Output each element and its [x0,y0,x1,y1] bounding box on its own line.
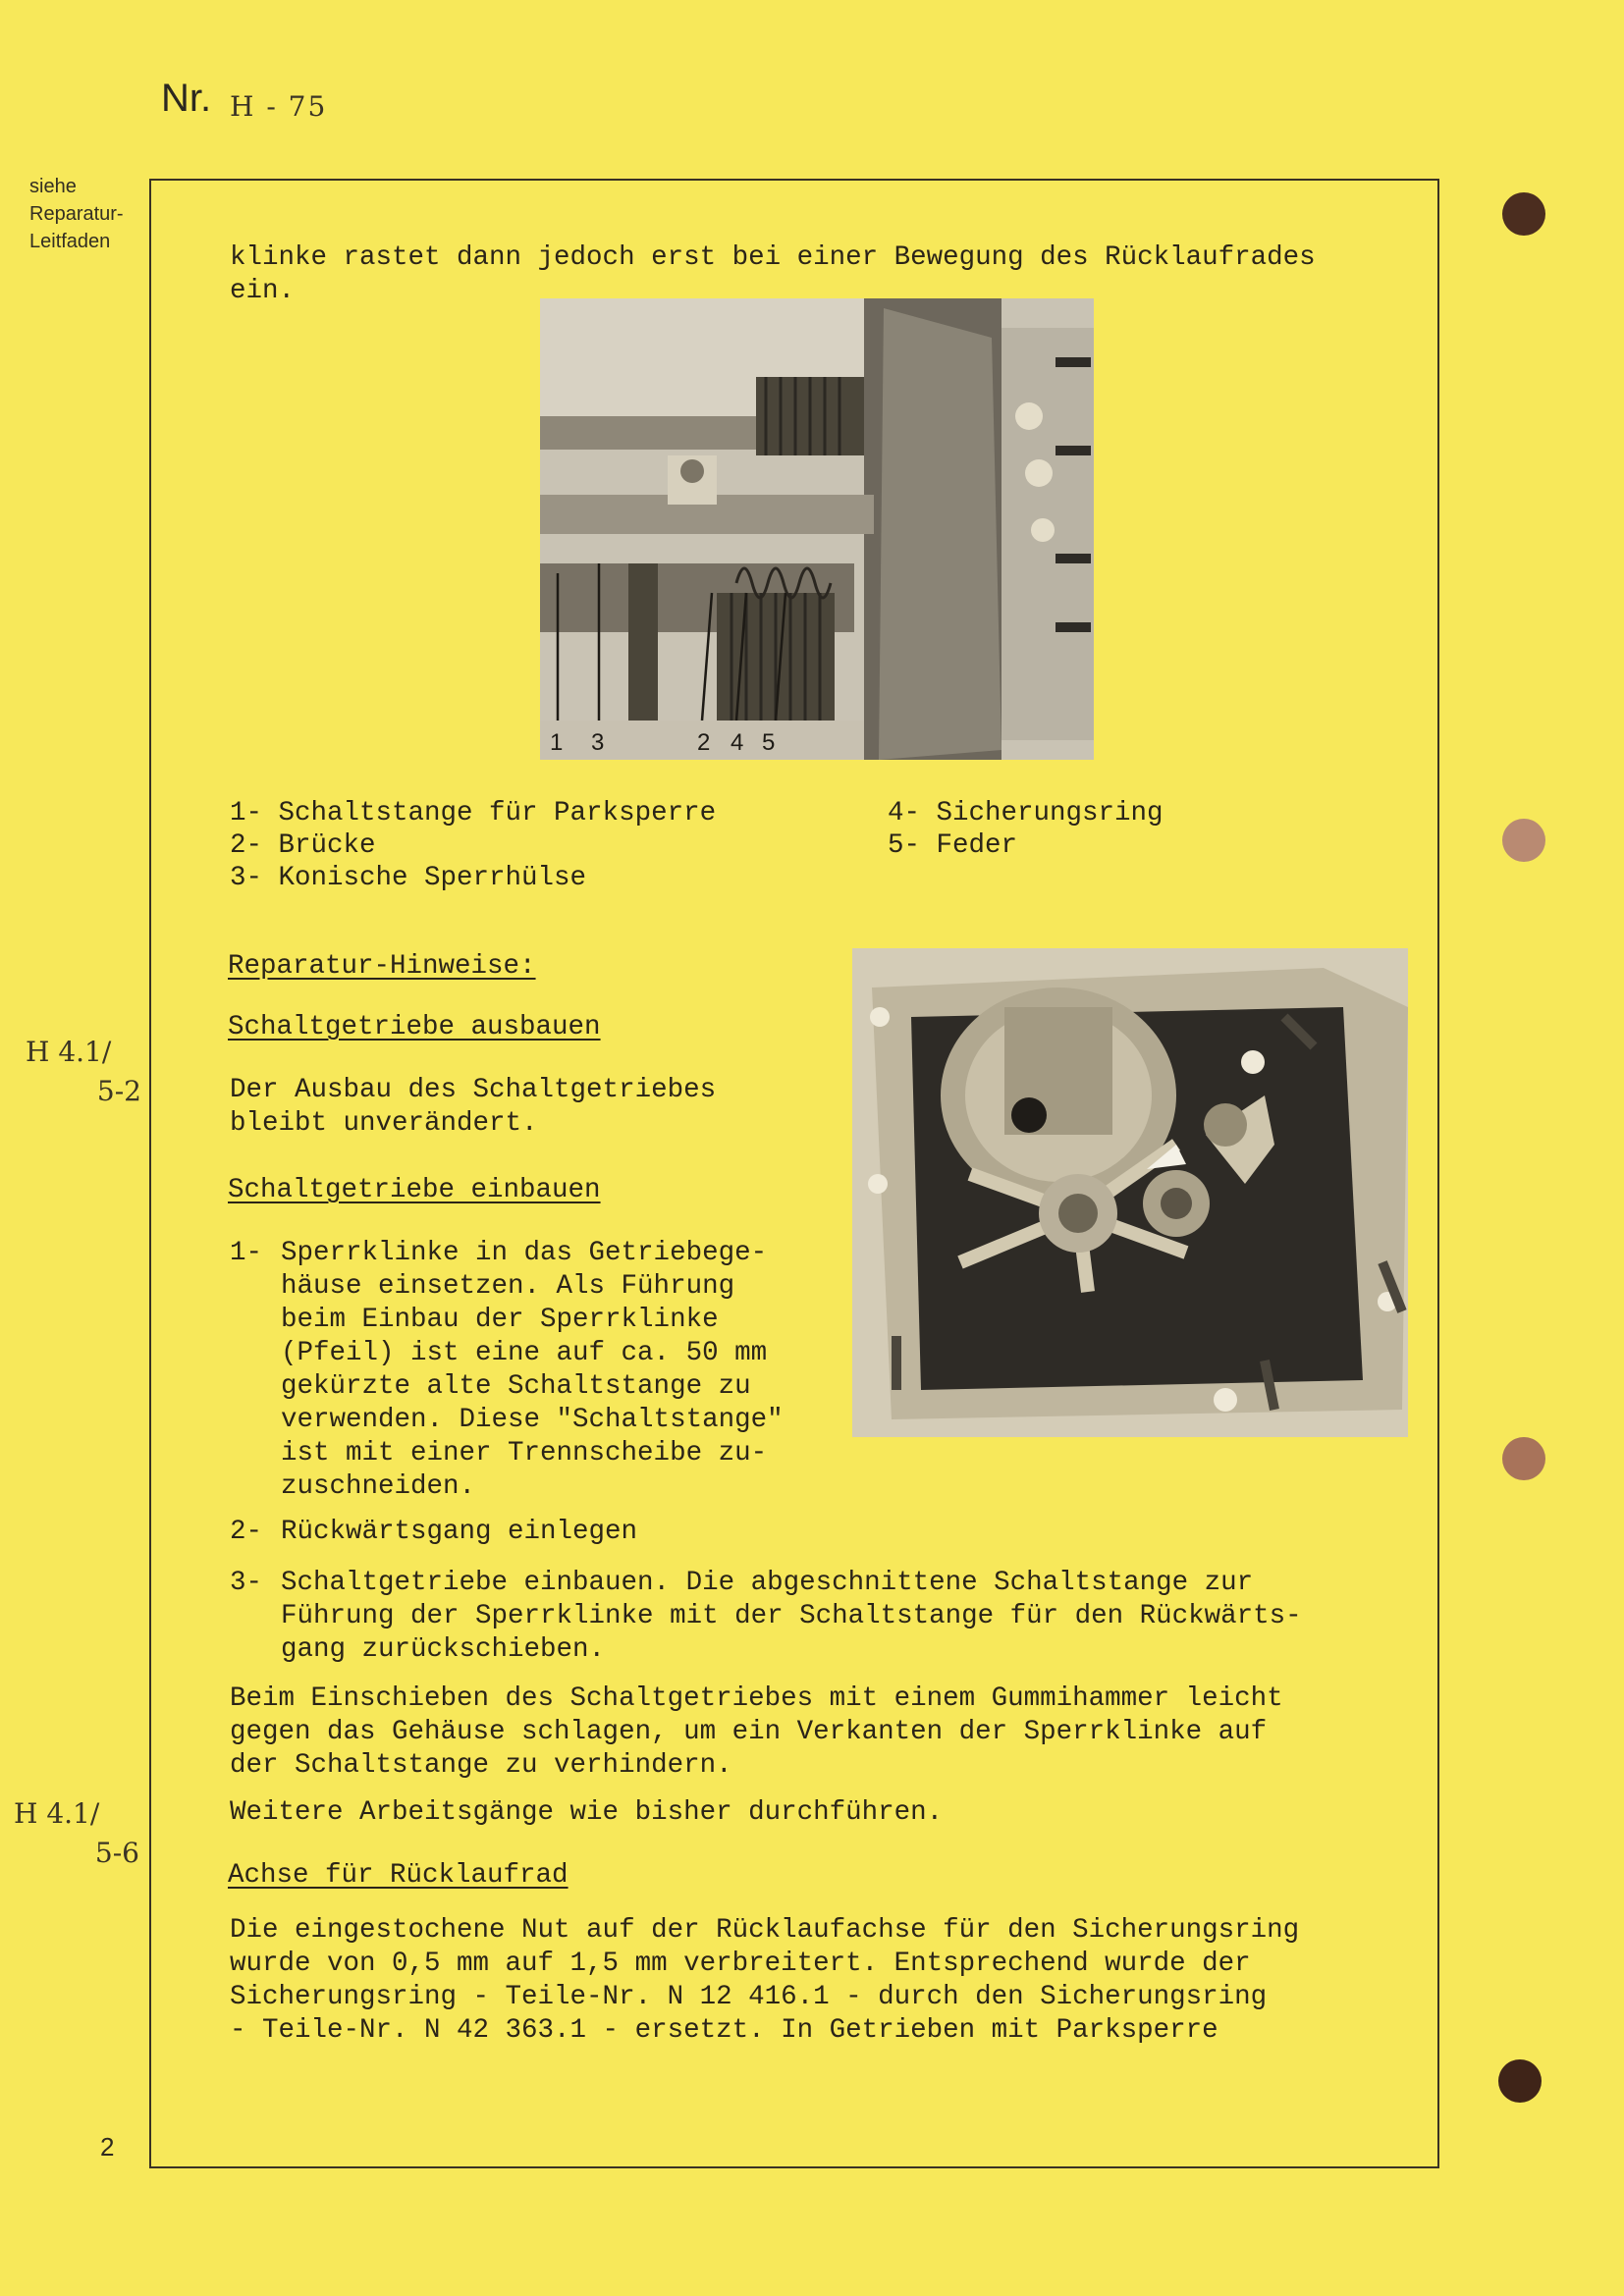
side-reference-line: H 4.1/ [26,1036,112,1068]
gearbox-photo [540,298,1094,760]
step-number: 3- [230,1568,263,1598]
callout-label: 4 [731,729,744,756]
side-reference [14,1794,139,1873]
step-text: Rückwärtsgang einlegen [281,1517,638,1547]
subsection-heading: Schaltgetriebe einbauen [228,1175,601,1205]
callout-label: 2 [697,729,711,756]
margin-note-line: Leitfaden [29,231,111,252]
housing-illustration [852,948,1408,1437]
subsection-heading: Schaltgetriebe ausbauen [228,1012,601,1042]
page-number: 2 [100,2132,115,2162]
punch-hole [1502,819,1545,862]
callout-label: 3 [591,729,605,756]
side-reference-line: 5-6 [94,1837,139,1869]
gearbox-illustration [540,298,1094,760]
callout-label: 5 [762,729,776,756]
legend-item: 5- Feder [888,830,1018,861]
legend-item: 2- Brücke [230,830,376,861]
subsection-paragraph: Der Ausbau des Schaltgetriebes bleibt unverändert. [230,1075,717,1139]
document-number: H - 75 [230,90,328,123]
side-reference-line: 5-2 [96,1075,141,1107]
punch-hole [1502,192,1545,236]
punch-hole [1498,2059,1542,2103]
axle-paragraph: Die eingestochene Nut auf der Rücklaufachse für den Sicherungsring wurde von 0,5 mm auf 1,5 mm verbreitert. Entsprechend wurde der Sicherungsring - Teile-Nr. N 12 416.1 - durch den Sicherungsring - Teile-Nr. N 42 363.1 - ersetzt. In Getrieben mit Parksperre [230,1915,1300,2046]
section-heading: Reparatur-Hinweise: [228,951,536,982]
margin-note [29,173,139,255]
document-number-label: Nr. [161,77,212,120]
step-number: 1- [230,1238,263,1268]
punch-hole [1502,1437,1545,1480]
legend-item: 1- Schaltstange für Parksperre [230,798,717,828]
subsection-heading: Achse für Rücklaufrad [228,1860,568,1891]
step-text: Schaltgetriebe einbauen. Die abgeschnittene Schaltstange zur Führung der Sperrklinke mit der Schaltstange für den Rückwärts- gang zurückschieben. [281,1568,1302,1665]
figure-legend-left [230,797,716,894]
legend-item: 4- Sicherungsring [888,798,1164,828]
step-number: 2- [230,1517,263,1547]
further-steps-paragraph: Weitere Arbeitsgänge wie bisher durchführen. [230,1797,944,1828]
housing-photo [852,948,1408,1437]
figure-legend-right [888,797,1164,862]
side-reference-line: H 4.1/ [14,1797,100,1830]
margin-note-line: Reparatur- [29,203,124,225]
side-reference [26,1033,141,1111]
intro-paragraph: klinke rastet dann jedoch erst bei einer Bewegung des Rücklaufrades ein. [230,242,1316,306]
callout-label: 1 [550,729,564,756]
margin-note-line: siehe [29,176,77,197]
legend-item: 3- Konische Sperrhülse [230,863,587,893]
hammer-paragraph: Beim Einschieben des Schaltgetriebes mit einem Gummihammer leicht gegen das Gehäuse schlagen, um ein Verkanten der Sperrklinke auf der Schaltstange zu verhindern. [230,1683,1283,1781]
step-text: Sperrklinke in das Getriebege- häuse einsetzen. Als Führung beim Einbau der Sperrklinke (Pfeil) ist eine auf ca. 50 mm gekürzte alte Schaltstange zu verwenden. Diese "Schaltstange" ist mit einer Trennscheibe zu- zuschneiden. [281,1238,784,1502]
